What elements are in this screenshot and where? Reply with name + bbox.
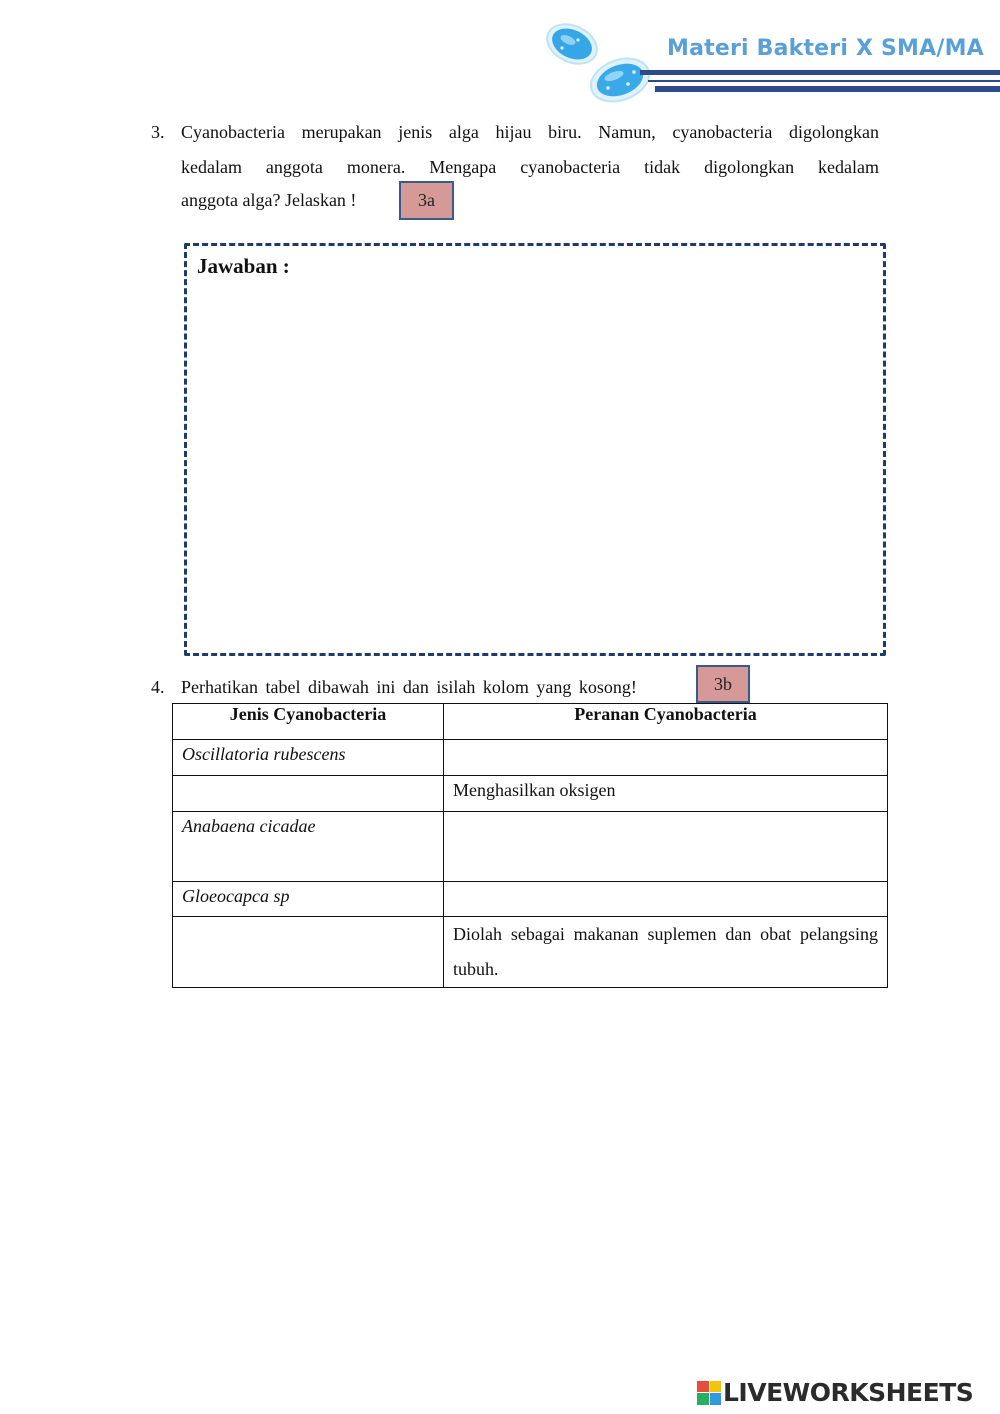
table-cell-jenis: Gloeocapca sp (173, 882, 444, 917)
table-cell-jenis: Oscillatoria rubescens (173, 740, 444, 776)
table-cell-jenis-input[interactable] (173, 776, 444, 812)
table-cell-peranan-input[interactable] (444, 740, 888, 776)
table-cell-peranan: Diolah sebagai makanan suplemen dan obat pelangsing tubuh. (444, 917, 888, 988)
footer-brand: LIVEWORKSHEETS (723, 1378, 974, 1407)
answer-box[interactable] (184, 243, 886, 656)
tag-3b: 3b (696, 665, 750, 703)
table-cell-jenis-input[interactable] (173, 917, 444, 988)
liveworksheets-logo (697, 1378, 973, 1407)
question-3-number: 3. (151, 122, 165, 142)
table-cell-peranan: Menghasilkan oksigen (444, 776, 888, 812)
question-4-number: 4. (151, 677, 165, 697)
header-title: Materi Bakteri X SMA/MA (667, 36, 984, 61)
table-header-row (173, 704, 888, 740)
answer-label: Jawaban : (197, 254, 290, 278)
table-cell-jenis: Anabaena cicadae (173, 812, 444, 882)
liveworksheets-mark-icon (697, 1381, 721, 1405)
question-4-text: Perhatikan tabel dibawah ini dan isilah kolom yang kosong! (181, 677, 637, 697)
header-rule-thin (648, 80, 1000, 82)
question-3-line-3: anggota alga? Jelaskan ! (181, 190, 357, 210)
header-rule-bottom (655, 86, 1000, 92)
cyanobacteria-table (172, 703, 888, 988)
table-header-jenis: Jenis Cyanobacteria (173, 704, 444, 740)
question-3-line-2: kedalam anggota monera. Mengapa cyanobacteria tidak digolongkan kedalam (181, 157, 879, 177)
header-rule (640, 70, 1000, 75)
table-row (173, 740, 888, 776)
table-row (173, 812, 888, 882)
table-row (173, 917, 888, 988)
table-row (173, 882, 888, 917)
table-row (173, 776, 888, 812)
table-cell-peranan-input[interactable] (444, 812, 888, 882)
table-cell-peranan-input[interactable] (444, 882, 888, 917)
bacteria-illustration-icon (538, 10, 668, 110)
question-3-line-1: Cyanobacteria merupakan jenis alga hijau biru. Namun, cyanobacteria digolongkan (181, 122, 879, 142)
tag-3a: 3a (399, 181, 454, 220)
table-header-peranan: Peranan Cyanobacteria (444, 704, 888, 740)
